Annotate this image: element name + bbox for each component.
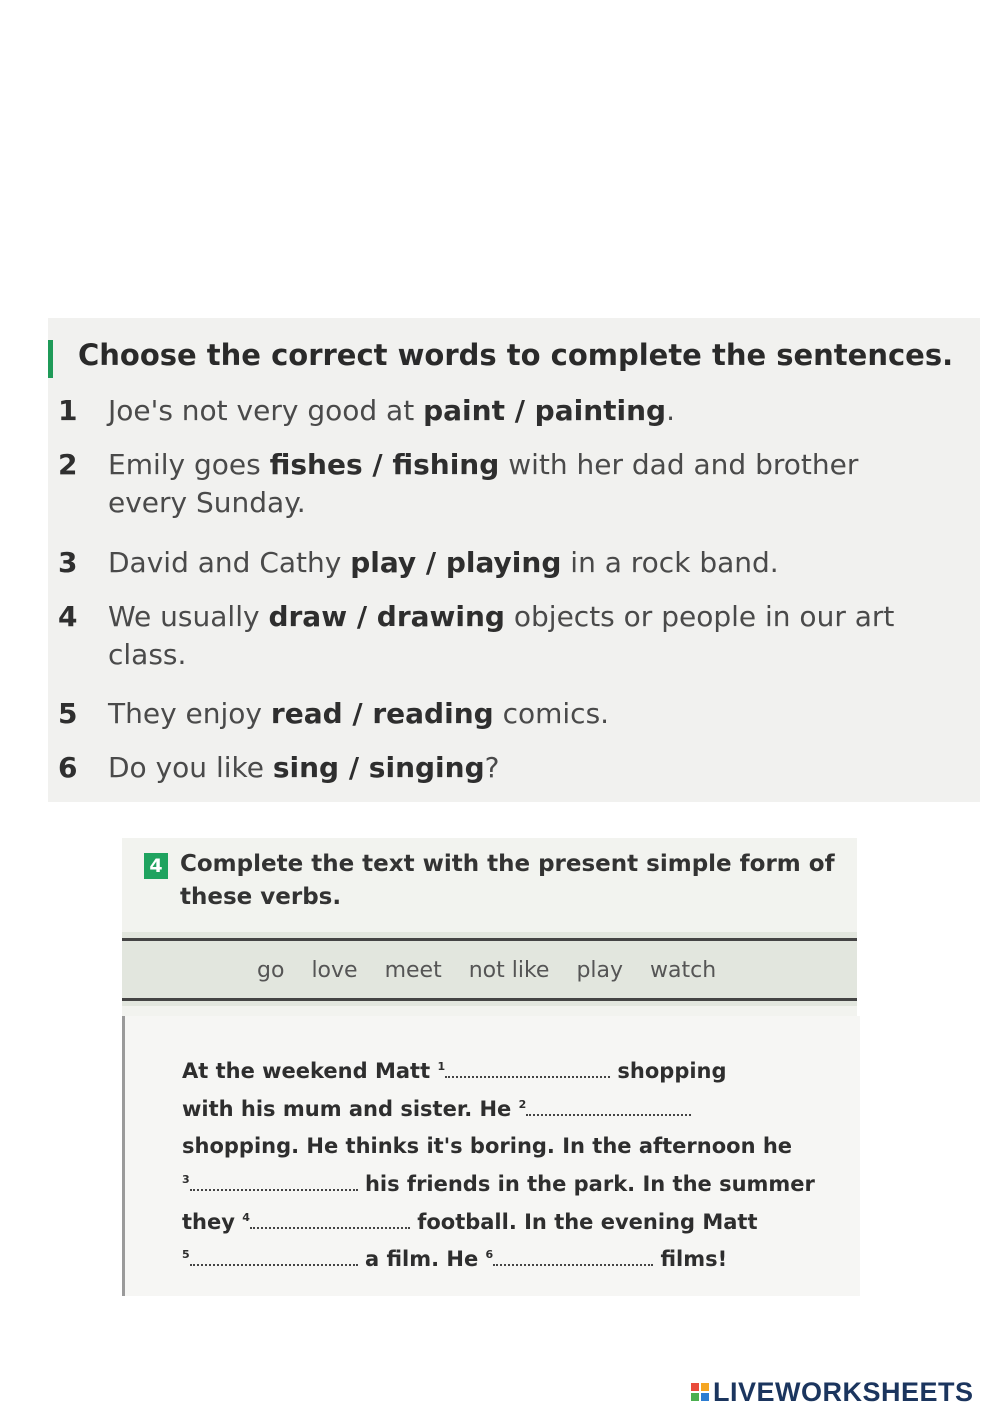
sentence-text: in a rock band.: [561, 546, 779, 579]
sentence-text: objects or people in our art class.: [108, 600, 895, 671]
sentence-number: 1: [58, 394, 78, 427]
gap-fill-text: [122, 1016, 860, 1296]
sentence-number: 2: [58, 448, 78, 481]
sentence-text: They enjoy: [108, 697, 271, 730]
exercise-3-instruction: Choose the correct words to complete the sentences.: [78, 338, 954, 372]
gap-number: 1: [437, 1060, 446, 1073]
sentence-number: 5: [58, 697, 78, 730]
word-choice[interactable]: fishes / fishing: [269, 448, 500, 481]
answer-blank-2[interactable]: [526, 1096, 691, 1116]
word-bank-item: not like: [468, 958, 550, 983]
text-line: [182, 1209, 758, 1234]
word-choice[interactable]: read / reading: [270, 697, 494, 730]
word-bank-item: play: [576, 958, 624, 983]
sentence-text: ?: [484, 751, 500, 784]
sentence-text: with her dad and brother every Sunday.: [108, 448, 859, 519]
word-choice[interactable]: sing / singing: [272, 751, 485, 784]
logo-square: [701, 1383, 709, 1391]
text-segment: football. In the evening Matt: [409, 1210, 758, 1234]
text-segment: they: [182, 1210, 243, 1234]
sentence-text: Joe's not very good at: [108, 394, 424, 427]
word-choice[interactable]: paint / painting: [423, 394, 667, 427]
answer-blank-1[interactable]: [445, 1058, 610, 1078]
divider: [122, 938, 857, 941]
divider: [122, 998, 857, 1001]
gap-number: 3: [182, 1173, 190, 1186]
text-line: [182, 1171, 815, 1196]
text-segment: films!: [653, 1247, 728, 1271]
exercise-4-instruction: Complete the text with the present simple form of these verbs.: [180, 851, 835, 910]
answer-blank-6[interactable]: [493, 1246, 653, 1266]
text-segment: a film. He: [357, 1247, 486, 1271]
text-line: [182, 1096, 691, 1121]
gap-number: 4: [242, 1211, 250, 1224]
text-line: [182, 1058, 727, 1083]
text-line: [182, 1134, 792, 1158]
word-bank: [122, 932, 857, 1006]
sentence-number: 3: [58, 546, 78, 579]
logo-text: LIVEWORKSHEETS: [713, 1376, 974, 1407]
word-bank-words: [257, 958, 743, 983]
text-line: [182, 1246, 727, 1271]
gap-number: 6: [485, 1248, 494, 1261]
word-bank-item: love: [311, 958, 358, 983]
text-segment: with his mum and sister. He: [182, 1097, 519, 1121]
text-segment: his friends in the park. In the summer: [357, 1172, 815, 1196]
word-bank-item: go: [257, 958, 285, 983]
exercise-3: [48, 318, 980, 802]
logo-grid-icon: [690, 1382, 710, 1402]
answer-blank-5[interactable]: [190, 1246, 358, 1266]
sentence-text: We usually: [108, 600, 269, 633]
sentence-text: David and Cathy: [108, 546, 351, 579]
answer-blank-3[interactable]: [190, 1171, 358, 1191]
word-choice[interactable]: play / playing: [350, 546, 562, 579]
answer-blank-4[interactable]: [250, 1209, 410, 1229]
sentence-number: 4: [58, 600, 78, 633]
logo-square: [691, 1383, 699, 1391]
text-segment: shopping: [610, 1059, 727, 1083]
sentence-text: .: [666, 394, 676, 427]
exercise-4: [122, 838, 857, 1296]
gap-number: 5: [182, 1248, 190, 1261]
word-choice[interactable]: draw / drawing: [268, 600, 505, 633]
section-accent-bar: [48, 340, 53, 378]
word-bank-item: watch: [650, 958, 717, 983]
text-segment: shopping. He thinks it's boring. In the afternoon he: [182, 1134, 793, 1158]
logo-square: [691, 1393, 699, 1401]
liveworksheets-logo[interactable]: [690, 1376, 974, 1408]
sentence-text: comics.: [493, 697, 610, 730]
sentence-text: Do you like: [108, 751, 273, 784]
sentence-number: 6: [58, 751, 78, 784]
sentence-text: Emily goes: [108, 448, 270, 481]
text-segment: At the weekend Matt: [182, 1059, 438, 1083]
gap-number: 2: [518, 1098, 527, 1111]
logo-square: [701, 1393, 709, 1401]
word-bank-item: meet: [384, 958, 442, 983]
exercise-number-badge: 4: [144, 853, 168, 879]
